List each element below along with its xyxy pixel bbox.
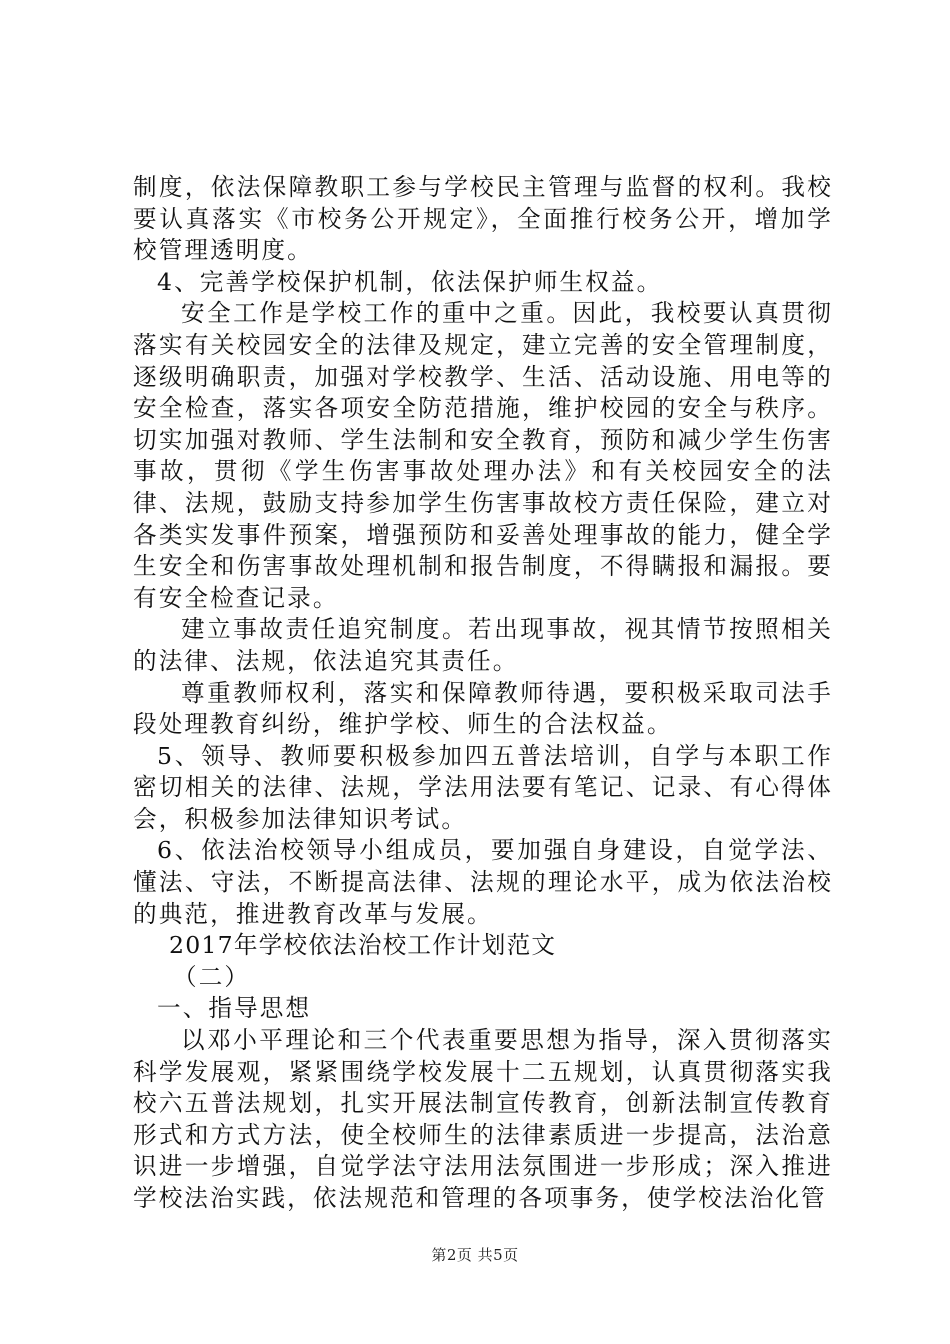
paragraph-continuation: 制度，依法保障教职工参与学校民主管理与监督的权利。我校要认真落实《市校务公开规定》，全面推行校务公开，增加学校管理透明度。 (133, 173, 833, 265)
paragraph-item-4: 4、完善学校保护机制，依法保护师生权益。 (157, 267, 663, 296)
paragraph-safety: 安全工作是学校工作的重中之重。因此，我校要认真贯彻落实有关校园安全的法律及规定，建立完善的安全管理制度，逐级明确职责，加强对学校教学、生活、活动设施、用电等的安全检查，落实各项安全防范措施，维护校园的安全与秩序。切实加强对教师、学生法制和安全教育，预防和减少学生伤害事故，贯彻《学生伤害事故处理办法》和有关校园安全的法律、法规，鼓励支持参加学生伤害事故校方责任保险，建立对各类实发事件预案，增强预防和妥善处理事故的能力，健全学生安全和伤害事故处理机制和报告制度，不得瞒报和漏报。要有安全检查记录。 (133, 299, 833, 612)
section-number: （二） (173, 962, 251, 991)
paragraph-guiding-thought: 以邓小平理论和三个代表重要思想为指导，深入贯彻落实科学发展观，紧紧围绕学校发展十二五规划，认真贯彻落实我校六五普法规划，扎实开展法制宣传教育，创新法制宣传教育形式和方式方法，使全校师生的法律素质进一步提高，法治意识进一步增强，自觉学法守法用法氛围进一步形成；深入推进学校法治实践，依法规范和管理的各项事务，使学校法治化管 (133, 1026, 833, 1212)
page-footer: 第2页 共5页 (431, 1246, 519, 1264)
paragraph-item-5: 5、领导、教师要积极参加四五普法培训，自学与本职工作密切相关的法律、法规，学法用法要有笔记、记录、有心得体会，积极参加法律知识考试。 (133, 741, 833, 833)
paragraph-teacher-rights: 尊重教师权利，落实和保障教师待遇，要积极采取司法手段处理教育纠纷，维护学校、师生的合法权益。 (133, 678, 833, 739)
body-text (133, 172, 833, 1215)
paragraph-accountability: 建立事故责任追究制度。若出现事故，视其情节按照相关的法律、法规，依法追究其责任。 (133, 615, 833, 675)
section-heading-guiding-thought: 一、指导思想 (157, 994, 312, 1023)
paragraph-item-6: 6、依法治校领导小组成员，要加强自身建设，自觉学法、懂法、守法，不断提高法律、法规的理论水平，成为依法治校的典范，推进教育改革与发展。 (133, 836, 833, 928)
section-title: 2017年学校依法治校工作计划范文 (169, 931, 557, 960)
